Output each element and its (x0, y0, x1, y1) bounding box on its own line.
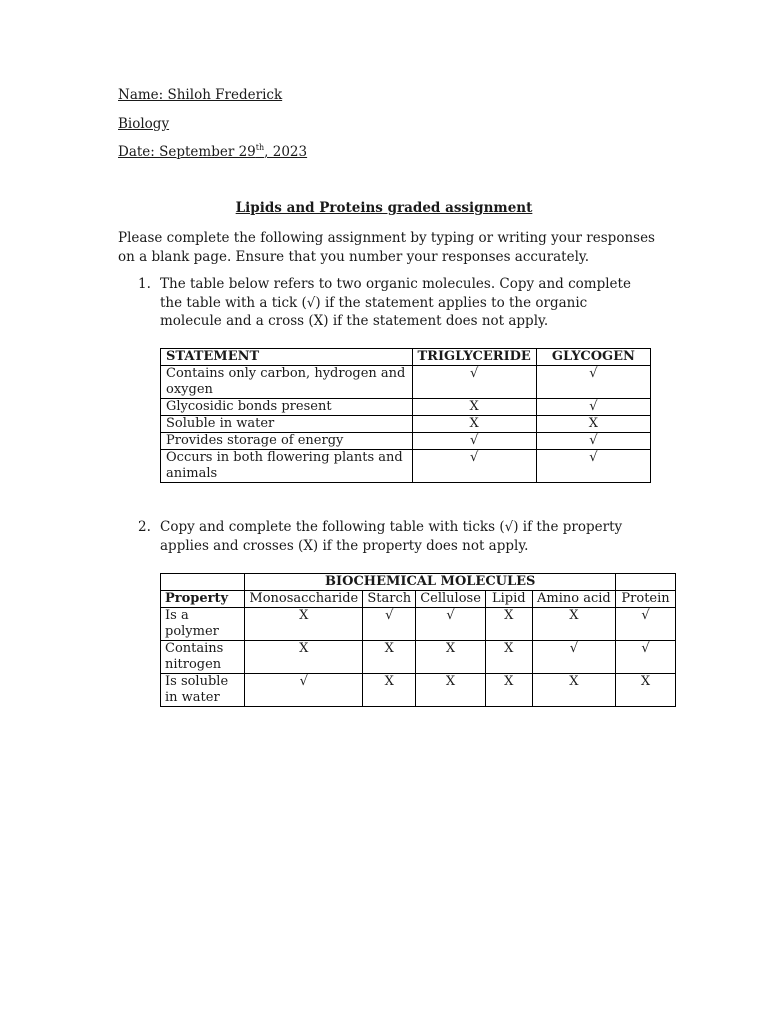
mark-cell: √ (532, 641, 615, 674)
mark-cell: X (485, 608, 532, 641)
table-row (161, 416, 651, 433)
statement-cell: Soluble in water (161, 416, 413, 433)
glycogen-cell: √ (536, 433, 650, 450)
table-row (161, 450, 651, 483)
triglyceride-cell: X (412, 399, 536, 416)
mark-cell: X (485, 641, 532, 674)
student-name: Name: Shiloh Frederick (118, 87, 283, 103)
date-main: Date: September 29 (118, 144, 256, 160)
mark-cell: X (616, 674, 676, 707)
table-row (161, 366, 651, 399)
header-monosaccharide: Monosaccharide (245, 591, 363, 608)
date (118, 143, 307, 162)
header-protein: Protein (616, 591, 676, 608)
mark-cell: X (416, 641, 486, 674)
triglyceride-cell: X (412, 416, 536, 433)
mark-cell: √ (616, 608, 676, 641)
triglyceride-cell: √ (412, 450, 536, 483)
mark-cell: X (363, 641, 416, 674)
property-cell: Is a polymer (161, 608, 245, 641)
assignment-title-text: Lipids and Proteins graded assignment (235, 200, 533, 216)
empty-corner-cell (161, 574, 245, 591)
mark-cell: √ (616, 641, 676, 674)
triglyceride-cell: √ (412, 366, 536, 399)
statement-cell: Contains only carbon, hydrogen and oxygen (161, 366, 413, 399)
intro-paragraph: Please complete the following assignment by typing or writing your responses on a blank page. Ensure that you number your responses accurately. (118, 230, 655, 265)
mark-cell: X (485, 674, 532, 707)
header-triglyceride: TRIGLYCERIDE (412, 349, 536, 366)
mark-cell: √ (416, 608, 486, 641)
glycogen-cell: X (536, 416, 650, 433)
property-cell: Contains nitrogen (161, 641, 245, 674)
mark-cell: X (363, 674, 416, 707)
table-header-row (161, 349, 651, 366)
table-row (161, 608, 676, 641)
table-header-row (161, 591, 676, 608)
header-statement: STATEMENT (161, 349, 413, 366)
glycogen-cell: √ (536, 399, 650, 416)
mark-cell: X (416, 674, 486, 707)
q1-text: The table below refers to two organic molecules. Copy and complete the table with a tick (√) if the statement applies to the organic molecule and a cross (X) if the statement does not apply. (160, 276, 631, 329)
mark-cell: √ (363, 608, 416, 641)
q1-number: 1. (138, 276, 151, 292)
mark-cell: X (532, 608, 615, 641)
table-row (161, 399, 651, 416)
table-row (161, 641, 676, 674)
statement-cell: Glycosidic bonds present (161, 399, 413, 416)
glycogen-cell: √ (536, 366, 650, 399)
glycogen-cell: √ (536, 450, 650, 483)
q2-number: 2. (138, 519, 151, 535)
statement-cell: Provides storage of energy (161, 433, 413, 450)
property-cell: Is soluble in water (161, 674, 245, 707)
assignment-title (0, 200, 768, 216)
table-group-header-row (161, 574, 676, 591)
table-row (161, 433, 651, 450)
date-superscript: th (255, 143, 265, 152)
header-property: Property (161, 591, 245, 608)
header-cellulose: Cellulose (416, 591, 486, 608)
header-glycogen: GLYCOGEN (536, 349, 650, 366)
header-starch: Starch (363, 591, 416, 608)
subject: Biology (118, 116, 170, 132)
statement-cell: Occurs in both flowering plants and animals (161, 450, 413, 483)
header-lipid: Lipid (485, 591, 532, 608)
mark-cell: X (532, 674, 615, 707)
empty-header-cell (616, 574, 676, 591)
triglyceride-cell: √ (412, 433, 536, 450)
q1-table (160, 348, 651, 483)
header-amino-acid: Amino acid (532, 591, 615, 608)
mark-cell: X (245, 608, 363, 641)
mark-cell: √ (245, 674, 363, 707)
table-row (161, 674, 676, 707)
q2-table (160, 573, 676, 707)
q2-text: Copy and complete the following table with ticks (√) if the property applies and crosses (X) if the property does not apply. (160, 519, 623, 554)
mark-cell: X (245, 641, 363, 674)
group-header: BIOCHEMICAL MOLECULES (245, 574, 616, 591)
date-year: , 2023 (264, 144, 308, 160)
